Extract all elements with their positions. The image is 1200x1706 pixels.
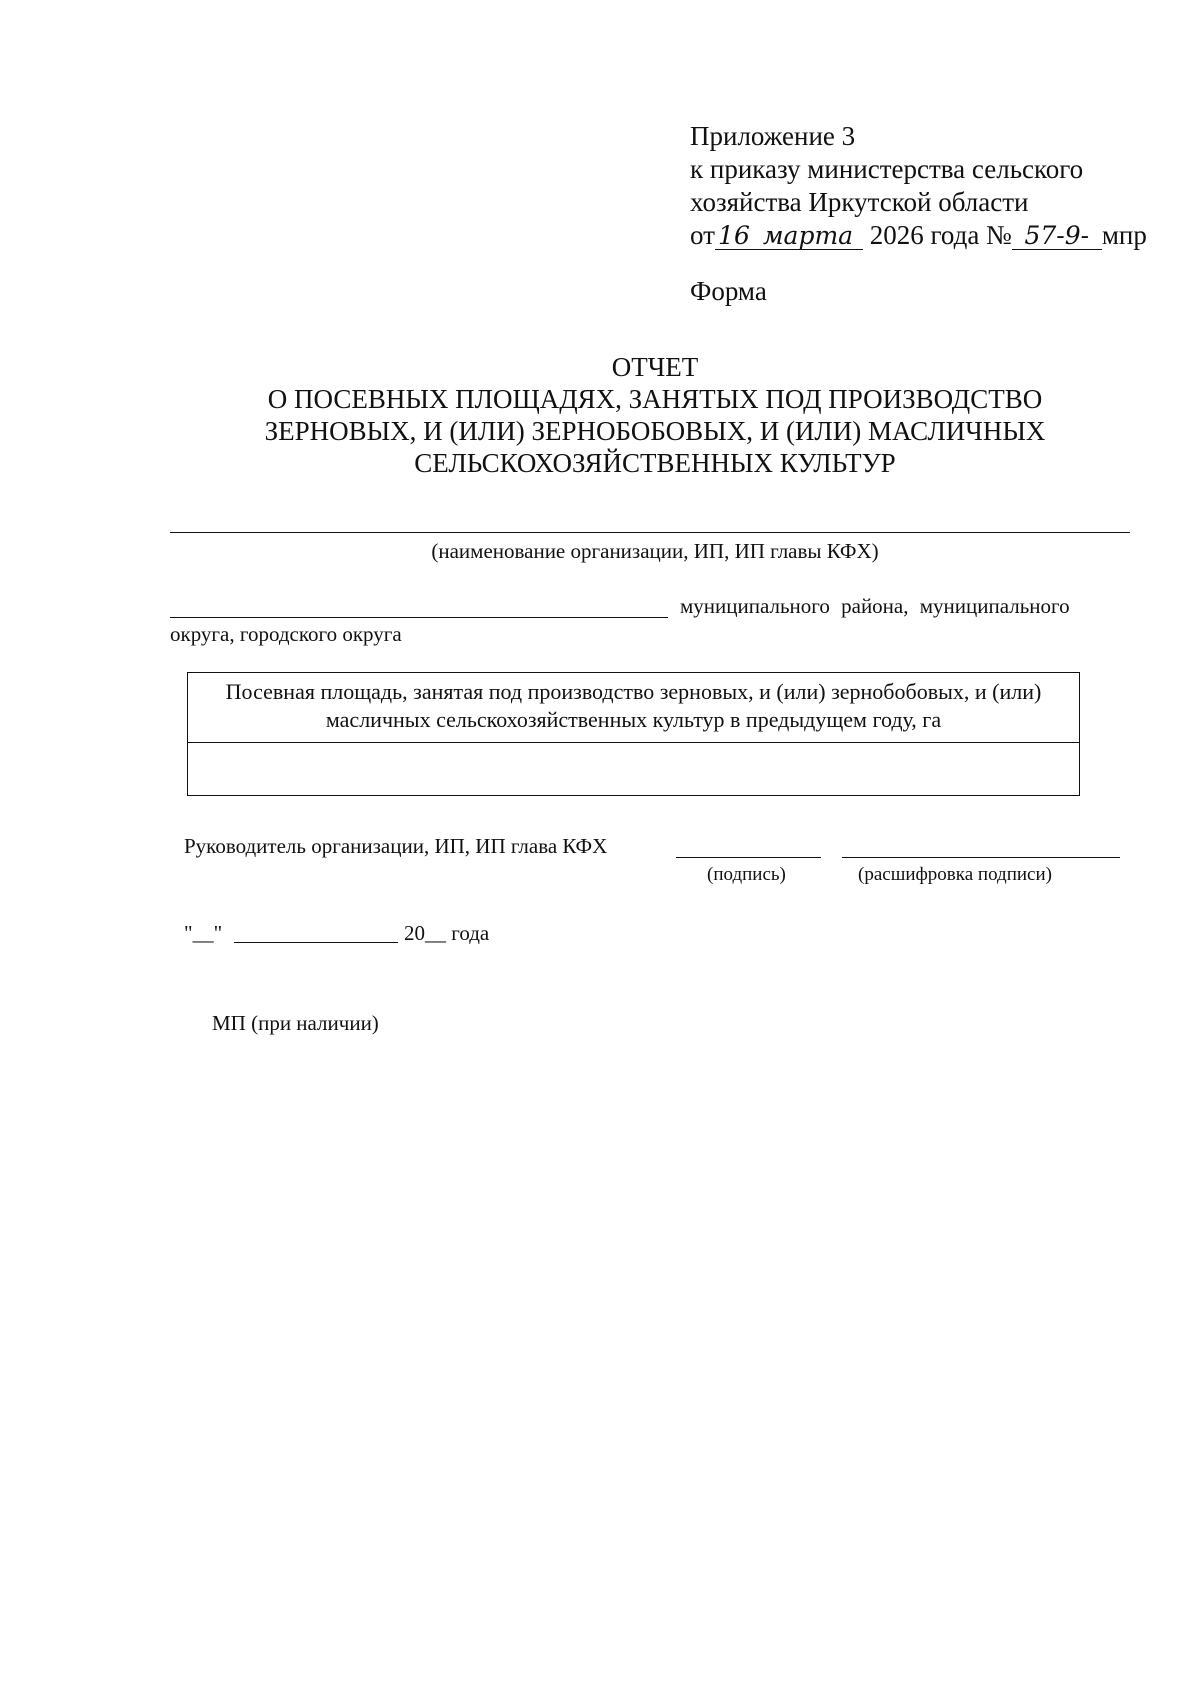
signature-label: Руководитель организации, ИП, ИП глава КФХ (184, 834, 608, 858)
handwritten-month: марта (753, 223, 863, 250)
handwritten-day: 16 (715, 223, 753, 250)
area-table-value-cell[interactable] (188, 743, 1079, 794)
date-month-line[interactable] (234, 942, 398, 943)
signature-decode-line[interactable] (842, 857, 1120, 858)
title-line-1: ОТЧЕТ (611, 352, 699, 382)
appendix-line-2: к приказу министерства сельского (690, 154, 1084, 184)
signature-decode-caption: (расшифровка подписи) (858, 864, 1052, 885)
title-line-2: О ПОСЕВНЫХ ПЛОЩАДЯХ, ЗАНЯТЫХ ПОД ПРОИЗВОДСТВО (267, 384, 1043, 414)
date-day-quotes: "__" (184, 921, 223, 945)
date-prefix: от (690, 220, 715, 250)
appendix-date-line (690, 219, 1147, 251)
signature-line[interactable] (676, 857, 821, 858)
district-name-line[interactable] (170, 617, 668, 618)
appendix-line-1: Приложение 3 (690, 121, 856, 151)
appendix-line-3: хозяйства Иркутской области (690, 187, 1029, 217)
title-line-3: ЗЕРНОВЫХ, И (ИЛИ) ЗЕРНОБОБОВЫХ, И (ИЛИ) МАСЛИЧНЫХ (264, 416, 1046, 446)
handwritten-order-number: 57-9- (1012, 223, 1102, 250)
form-label: Форма (690, 276, 767, 306)
date-year-text: 2026 года № (869, 220, 1012, 250)
date-year-text: 20__ года (404, 921, 490, 945)
signature-caption: (подпись) (707, 864, 786, 885)
title-line-4: СЕЛЬСКОХОЗЯЙСТВЕННЫХ КУЛЬТУР (414, 448, 896, 478)
district-text-2: округа, городского округа (170, 622, 402, 646)
district-text-1: муниципального района, муниципального (680, 594, 1070, 618)
order-suffix: мпр (1101, 220, 1147, 250)
org-caption: (наименование организации, ИП, ИП главы КФХ) (431, 539, 879, 563)
area-table-header: Посевная площадь, занятая под производство зерновых, и (или) зернобобовых, и (или) масличных сельскохозяйственных культур в предыдущем году, га (188, 673, 1079, 743)
area-table (187, 672, 1080, 796)
org-name-line[interactable] (170, 532, 1130, 533)
stamp-label: МП (при наличии) (212, 1011, 379, 1035)
